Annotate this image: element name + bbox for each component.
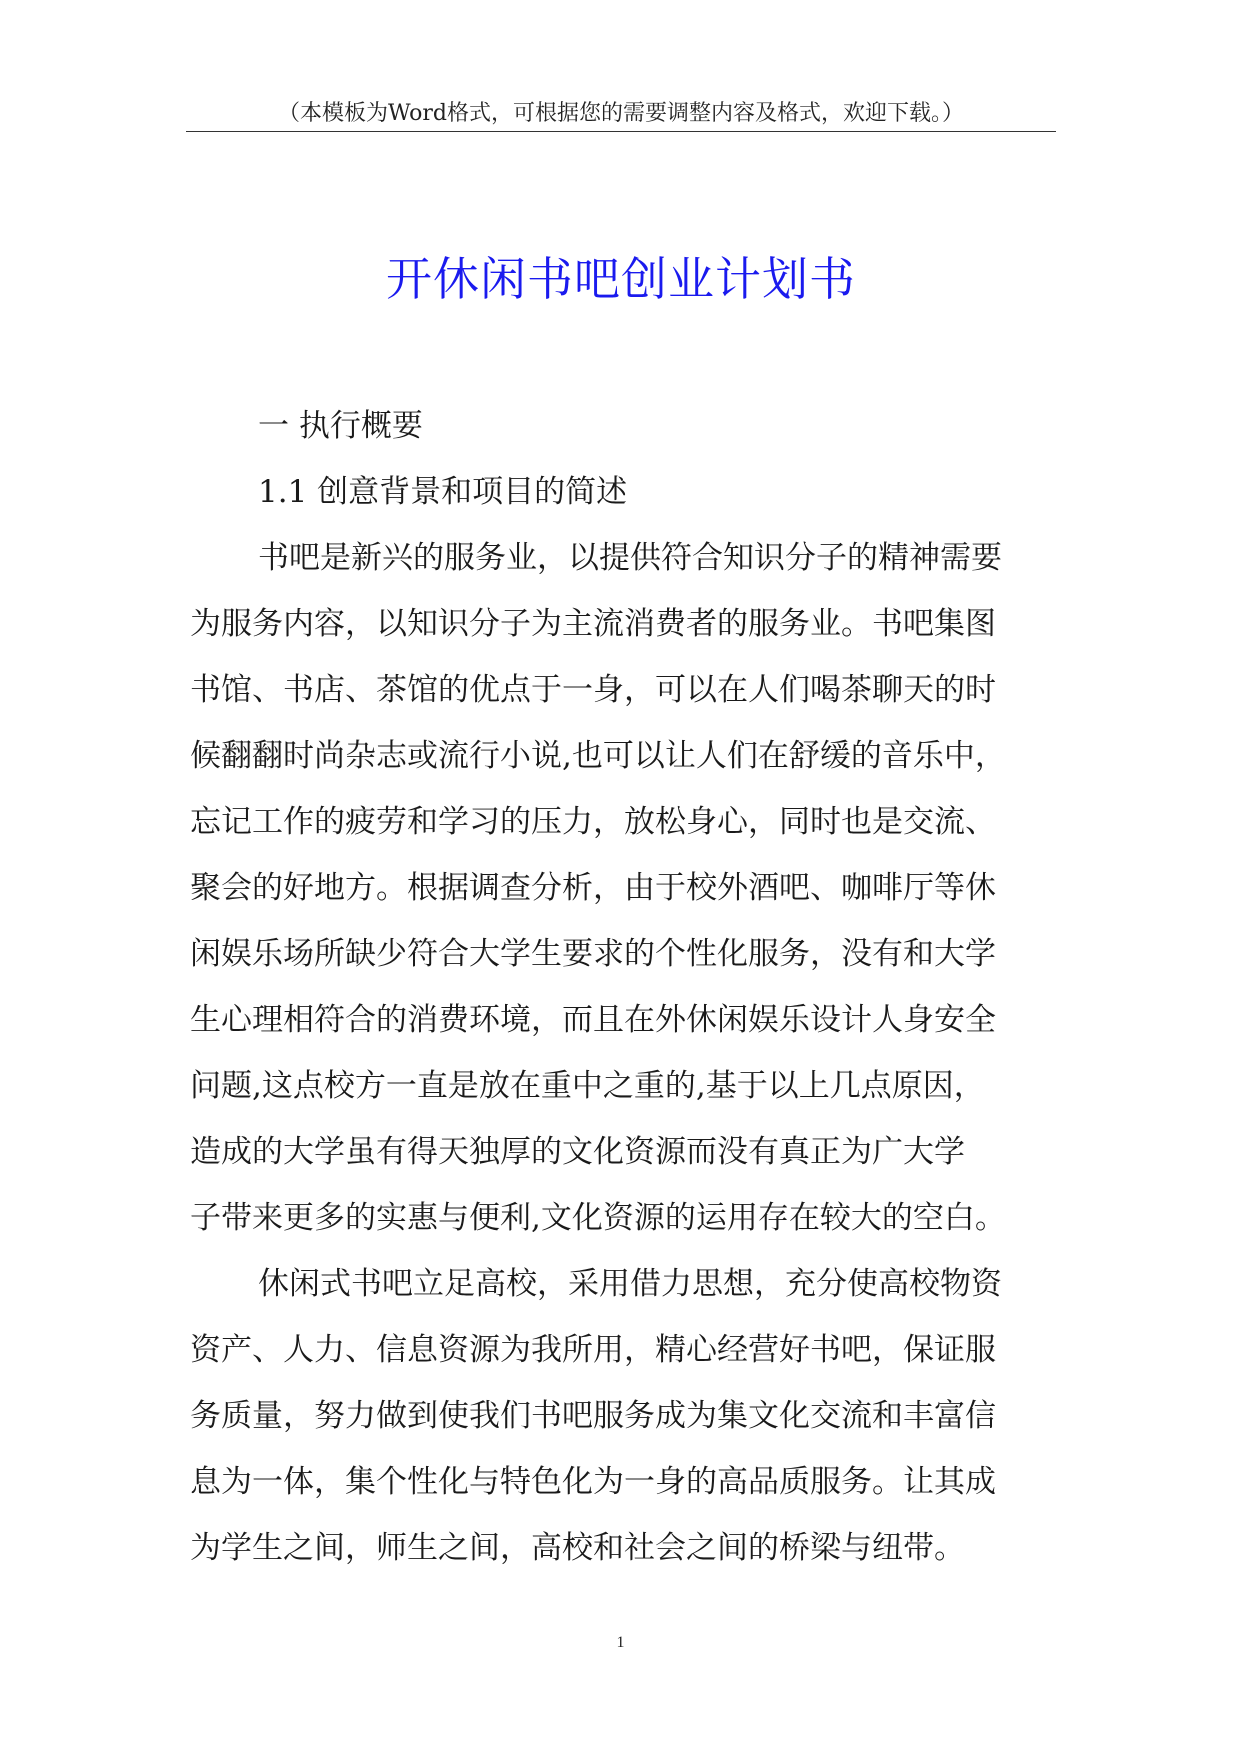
paragraph-line: 休闲式书吧立足高校，采用借力思想，充分使高校物资	[258, 1266, 1002, 1302]
paragraph-line: 生心理相符合的消费环境，而且在外休闲娱乐设计人身安全	[190, 1002, 996, 1038]
paragraph-line: 子带来更多的实惠与便利,文化资源的运用存在较大的空白。	[190, 1200, 1006, 1236]
paragraph-line: 息为一体，集个性化与特色化为一身的高品质服务。让其成	[190, 1464, 996, 1500]
page-number: 1	[616, 1634, 625, 1651]
paragraph-line: 为学生之间，师生之间，高校和社会之间的桥梁与纽带。	[190, 1530, 965, 1566]
paragraph-line: 资产、人力、信息资源为我所用，精心经营好书吧，保证服	[190, 1332, 996, 1368]
header-note: （本模板为Word格式，可根据您的需要调整内容及格式，欢迎下载。）	[278, 101, 964, 126]
paragraph-line: 务质量，努力做到使我们书吧服务成为集文化交流和丰富信	[190, 1398, 996, 1434]
paragraph-line: 忘记工作的疲劳和学习的压力，放松身心，同时也是交流、	[190, 804, 996, 840]
header-divider	[186, 131, 1056, 132]
section-heading: 一 执行概要	[258, 408, 423, 444]
paragraph-line: 聚会的好地方。根据调查分析，由于校外酒吧、咖啡厅等休	[190, 870, 996, 906]
document-body	[190, 393, 1070, 1581]
document-title: 开休闲书吧创业计划书	[386, 251, 856, 306]
subsection-heading: 1.1 创意背景和项目的简述	[258, 474, 628, 510]
paragraph-line: 书馆、书店、茶馆的优点于一身，可以在人们喝茶聊天的时	[190, 672, 996, 708]
paragraph-line: 闲娱乐场所缺少符合大学生要求的个性化服务，没有和大学	[190, 936, 996, 972]
paragraph-line: 问题,这点校方一直是放在重中之重的,基于以上几点原因，	[190, 1068, 985, 1104]
paragraph-line: 书吧是新兴的服务业，以提供符合知识分子的精神需要	[258, 540, 1002, 576]
paragraph-line: 造成的大学虽有得天独厚的文化资源而没有真正为广大学	[190, 1134, 965, 1170]
paragraph-line: 候翻翻时尚杂志或流行小说,也可以让人们在舒缓的音乐中，	[190, 738, 1006, 774]
paragraph-line: 为服务内容，以知识分子为主流消费者的服务业。书吧集图	[190, 606, 996, 642]
